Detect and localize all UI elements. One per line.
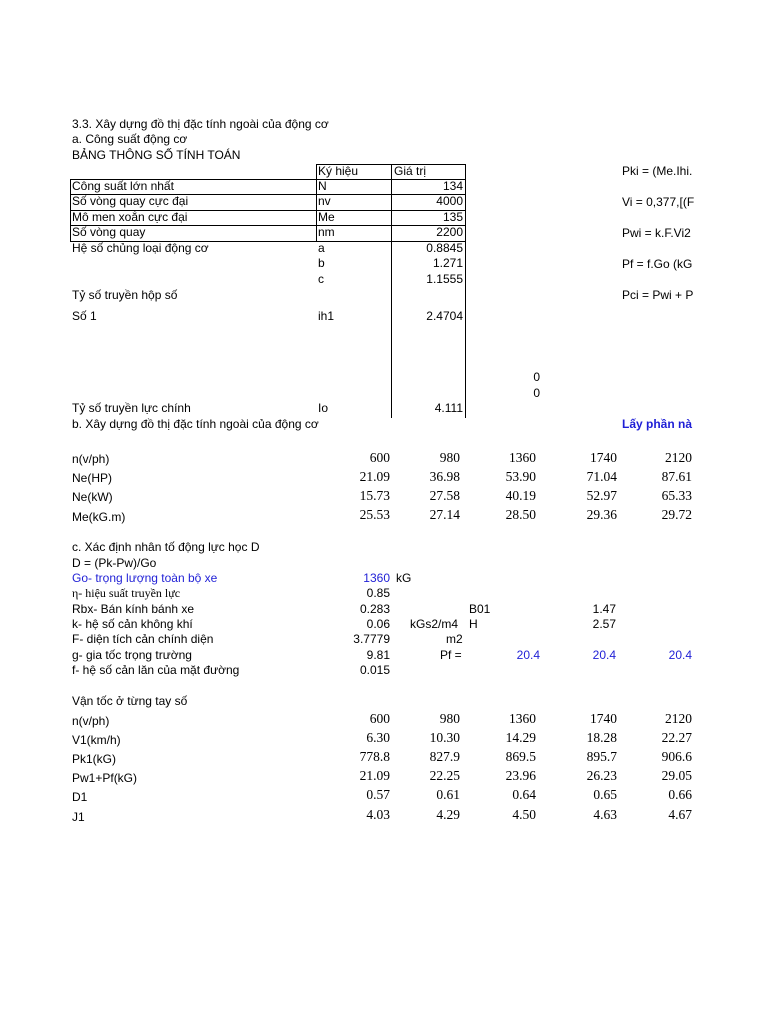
formula-pf: Pf = f.Go (kG — [622, 257, 693, 271]
param-unit: kGs2/m4 — [410, 617, 459, 631]
param-value: 135 — [442, 210, 463, 224]
pf-value: 20.4 — [592, 648, 616, 662]
formula-vi: Vi = 0,377,[(F — [622, 195, 695, 209]
cell: 52.97 — [586, 488, 617, 503]
formula-pci: Pci = Pwi + P — [622, 288, 694, 302]
param-value: 134 — [442, 179, 463, 193]
param-value: 1360 — [363, 571, 390, 585]
cell: 15.73 — [359, 488, 390, 503]
cell: 29.72 — [661, 507, 692, 522]
param-value: 3.7779 — [353, 632, 390, 646]
cell: 2120 — [665, 450, 692, 465]
cell: 22.27 — [661, 730, 692, 745]
cell: 14.29 — [505, 730, 536, 745]
param-name: Hệ số chủng loại động cơ — [72, 241, 209, 255]
cell: 65.33 — [661, 488, 692, 503]
cell: 29.36 — [586, 507, 617, 522]
cell: 1740 — [590, 711, 617, 726]
cell: 53.90 — [505, 469, 536, 484]
param-extra: B01 — [469, 602, 491, 616]
cell: 4.03 — [366, 807, 390, 822]
cell: 18.28 — [586, 730, 617, 745]
cell: 40.19 — [505, 488, 536, 503]
cell: 25.53 — [359, 507, 390, 522]
cell: 87.61 — [661, 469, 692, 484]
pf-value: 20.4 — [516, 648, 540, 662]
cell: 869.5 — [505, 749, 536, 764]
cell: 0.57 — [366, 787, 390, 802]
cell: 22.25 — [429, 768, 460, 783]
row-label: Pw1+Pf(kG) — [72, 771, 138, 785]
cell: 36.98 — [429, 469, 460, 484]
cell: 27.58 — [429, 488, 460, 503]
param-value: 0.015 — [359, 663, 390, 677]
cell: 26.23 — [586, 768, 617, 783]
param-value: 0.283 — [359, 602, 390, 616]
cell: 906.6 — [661, 749, 692, 764]
row-label: Pk1(kG) — [72, 752, 117, 766]
param-label: f- hệ số cản lăn của mặt đường — [72, 663, 240, 677]
page-title: 3.3. Xây dựng đồ thị đặc tính ngoài của động cơ — [72, 117, 329, 131]
param-symbol: c — [318, 272, 324, 286]
param-symbol: b — [318, 256, 325, 270]
param-value: 1.271 — [432, 256, 463, 270]
row-label: V1(km/h) — [72, 733, 121, 747]
formula-pki: Pki = (Me.Ihi. — [622, 164, 693, 178]
row-label: n(v/ph) — [72, 714, 110, 728]
param-label: g- gia tốc trọng trường — [72, 648, 192, 662]
gearbox-label: Tỷ số truyền hộp số — [72, 288, 178, 302]
cell: 29.05 — [661, 768, 692, 783]
param-value: 4000 — [436, 194, 463, 208]
cell: 0.65 — [593, 787, 617, 802]
cell: 4.50 — [512, 807, 536, 822]
param-value: 9.81 — [366, 648, 390, 662]
row-label: J1 — [72, 810, 85, 824]
cell: 28.50 — [505, 507, 536, 522]
gear1-symbol: ih1 — [318, 309, 335, 323]
cell: 10.30 — [429, 730, 460, 745]
cell: 0.61 — [436, 787, 460, 802]
param-unit: m2 — [446, 632, 463, 646]
cell: 600 — [369, 450, 390, 465]
gear1-value: 2.4704 — [426, 309, 463, 323]
cell: 4.67 — [668, 807, 692, 822]
param-name: Mô men xoắn cực đại — [72, 210, 188, 224]
param-name: Số vòng quay cực đại — [72, 194, 189, 208]
param-value: 0.8845 — [426, 241, 463, 255]
row-label: n(v/ph) — [72, 452, 110, 466]
param-extra: H — [469, 617, 478, 631]
row-label: D1 — [72, 790, 88, 804]
row-label: Ne(kW) — [72, 490, 113, 504]
cell: 21.09 — [359, 768, 390, 783]
cell: 23.96 — [505, 768, 536, 783]
zero-value: 0 — [533, 386, 540, 400]
cell: 27.14 — [429, 507, 460, 522]
cell: 980 — [439, 450, 460, 465]
cell: 0.64 — [512, 787, 536, 802]
section-b-heading: b. Xây dựng đồ thị đặc tính ngoài của động cơ — [72, 417, 319, 431]
param-extra-value: 2.57 — [592, 617, 616, 631]
param-unit: kG — [396, 571, 412, 585]
final-drive-symbol: Io — [318, 401, 329, 415]
row-label: Me(kG.m) — [72, 510, 126, 524]
speed-section-heading: Vận tốc ở từng tay số — [72, 694, 188, 708]
cell: 1360 — [509, 450, 536, 465]
table-title: BẢNG THÔNG SỐ TÍNH TOÁN — [72, 148, 241, 162]
param-label: η- hiệu suất truyền lực — [72, 586, 181, 600]
d-formula: D = (Pk-Pw)/Go — [72, 556, 157, 570]
param-extra-value: 1.47 — [592, 602, 616, 616]
cell: 895.7 — [586, 749, 617, 764]
blue-note: Lấy phần nà — [622, 417, 693, 431]
param-name: Số vòng quay — [72, 225, 146, 239]
section-c-heading: c. Xác định nhân tố động lực học D — [72, 540, 260, 554]
cell: 980 — [439, 711, 460, 726]
section-a-heading: a. Công suất động cơ — [72, 132, 188, 146]
param-symbol: N — [318, 179, 327, 193]
cell: 21.09 — [359, 469, 390, 484]
param-label: Go- trọng lượng toàn bộ xe — [72, 571, 218, 585]
param-name: Công suất lớn nhất — [72, 179, 174, 193]
header-value: Giá trị — [394, 164, 427, 178]
cell: 6.30 — [366, 730, 390, 745]
cell: 4.29 — [436, 807, 460, 822]
cell: 71.04 — [586, 469, 617, 484]
param-value: 0.85 — [366, 586, 390, 600]
gear1-name: Số 1 — [72, 309, 97, 323]
cell: 2120 — [665, 711, 692, 726]
param-value: 0.06 — [366, 617, 390, 631]
cell: 4.63 — [593, 807, 617, 822]
param-label: Rbx- Bán kính bánh xe — [72, 602, 195, 616]
param-symbol: nv — [318, 194, 331, 208]
pf-label: Pf = — [440, 648, 462, 662]
row-label: Ne(HP) — [72, 471, 113, 485]
final-drive-value: 4.111 — [434, 401, 463, 415]
pf-value: 20.4 — [668, 648, 692, 662]
param-label: k- hệ số cản không khí — [72, 617, 193, 631]
cell: 600 — [369, 711, 390, 726]
cell: 778.8 — [359, 749, 390, 764]
cell: 1360 — [509, 711, 536, 726]
param-symbol: Me — [318, 210, 335, 224]
cell: 1740 — [590, 450, 617, 465]
formula-pwi: Pwi = k.F.Vi2 — [622, 226, 691, 240]
param-value: 1.1555 — [426, 272, 463, 286]
param-label: F- diện tích cản chính diện — [72, 632, 214, 646]
header-symbol: Ký hiệu — [318, 164, 359, 178]
param-symbol: a — [318, 241, 325, 255]
zero-value: 0 — [533, 370, 540, 384]
param-value: 2200 — [436, 225, 463, 239]
cell: 827.9 — [429, 749, 460, 764]
final-drive-name: Tỷ số truyền lực chính — [72, 401, 191, 415]
cell: 0.66 — [668, 787, 692, 802]
param-symbol: nm — [318, 225, 335, 239]
